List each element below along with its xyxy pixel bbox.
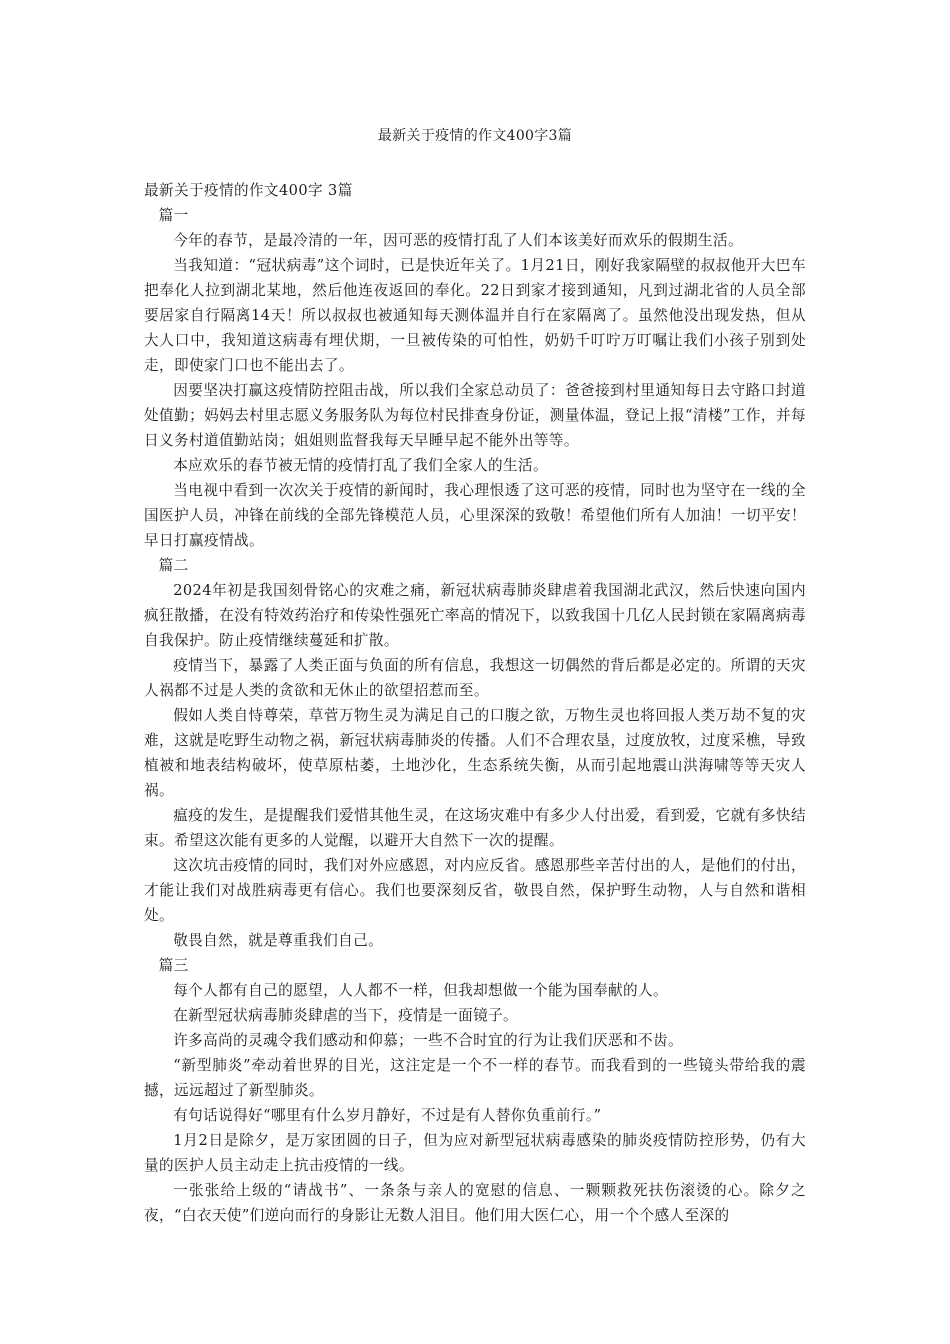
paragraph: 许多高尚的灵魂令我们感动和仰慕；一些不合时宜的行为让我们厌恶和不齿。 [173, 1032, 683, 1049]
paragraph: 1月2日是除夕，是万家团圆的日子，但为应对新型冠状病毒感染的肺炎疫情防控形势，仍有大量的医护人员主动走上抗击疫情的一线。 [144, 1132, 806, 1174]
paragraph: 当电视中看到一次次关于疫情的新闻时，我心理恨透了这可恶的疫情，同时也为坚守在一线的全国医护人员，冲锋在前线的全部先锋模范人员，心里深深的致敬！希望他们所有人加油！一切平安！早日打赢疫情战。 [144, 482, 806, 549]
paragraph: 2024年初是我国刻骨铭心的灾难之痛，新冠状病毒肺炎肆虐着我国湖北武汉，然后快速向国内疯狂散播，在没有特效药治疗和传染性强死亡率高的情况下，以致我国十几亿人民封锁在家隔离病毒自我保护。防止疫情继续蔓延和扩散。 [144, 582, 806, 649]
paragraph: 在新型冠状病毒肺炎肆虐的当下，疫情是一面镜子。 [173, 1007, 519, 1024]
paragraph: “新型肺炎”牵动着世界的目光，这注定是一个不一样的春节。而我看到的一些镜头带给我的震撼，远远超过了新型肺炎。 [144, 1057, 806, 1099]
paragraph: 一张张给上级的“请战书”、一条条与亲人的宽慰的信息、一颗颗救死扶伤滚烫的心。除夕之夜，“白衣天使”们逆向而行的身影让无数人泪目。他们用大医仁心，用一个个感人至深的 [144, 1182, 806, 1224]
section-label: 篇二 [158, 557, 189, 574]
paragraph: 今年的春节，是最冷清的一年，因可恶的疫情打乱了人们本该美好而欢乐的假期生活。 [173, 232, 743, 249]
paragraph: 有句话说得好“哪里有什么岁月静好，不过是有人替你负重前行。” [173, 1107, 602, 1124]
paragraph: 敬畏自然，就是尊重我们自己。 [173, 932, 384, 949]
section-label: 篇三 [158, 957, 189, 974]
document-body [144, 178, 806, 1228]
paragraph: 因要坚决打赢这疫情防控阻击战，所以我们全家总动员了：爸爸接到村里通知每日去守路口封道处值勤；妈妈去村里志愿义务服务队为每位村民排查身份证，测量体温，登记上报“清楼”工作，并每日义务村道值勤站岗；姐姐则监督我每天早睡早起不能外出等等。 [144, 382, 806, 449]
article-heading: 最新关于疫情的作文400字 3篇 [144, 182, 353, 199]
paragraph: 疫情当下，暴露了人类正面与负面的所有信息，我想这一切偶然的背后都是必定的。所谓的天灾人祸都不过是人类的贪欲和无休止的欲望招惹而至。 [144, 657, 806, 699]
paragraph: 假如人类自恃尊荣，草菅万物生灵为满足自己的口腹之欲，万物生灵也将回报人类万劫不复的灾难，这就是吃野生动物之祸，新冠状病毒肺炎的传播。人们不合理农垦，过度放牧，过度采樵，导致植被和地表结构破坏，使草原枯萎，土地沙化，生态系统失衡，从而引起地震山洪海啸等等天灾人祸。 [144, 707, 806, 799]
paragraph: 本应欢乐的春节被无情的疫情打乱了我们全家人的生活。 [173, 457, 549, 474]
paragraph: 这次坑击疫情的同时，我们对外应感恩，对内应反省。感恩那些辛苦付出的人，是他们的付出，才能让我们对战胜病毒更有信心。我们也要深刻反省，敬畏自然，保护野生动物，人与自然和谐相处。 [144, 857, 806, 924]
paragraph: 瘟疫的发生，是提醒我们爱惜其他生灵，在这场灾难中有多少人付出爱，看到爱，它就有多快结束。希望这次能有更多的人觉醒，以避开大自然下一次的提醒。 [144, 807, 806, 849]
paragraph: 当我知道：“冠状病毒”这个词时，已是快近年关了。1月21日，刚好我家隔壁的叔叔他开大巴车把奉化人拉到湖北某地，然后他连夜返回的奉化。22日到家才接到通知，凡到过湖北省的人员全部要居家自行隔离14天！所以叔叔也被通知每天测体温并自行在家隔离了。虽然他没出现发热，但从大人口中，我知道这病毒有埋伏期，一旦被传染的可怕性，奶奶千叮咛万叮嘱让我们小孩子别到处走，即使家门口也不能出去了。 [144, 257, 806, 374]
document-title: 最新关于疫情的作文400字3篇 [377, 128, 573, 144]
paragraph: 每个人都有自己的愿望，人人都不一样，但我却想做一个能为国奉献的人。 [173, 982, 668, 999]
section-label: 篇一 [158, 207, 189, 224]
